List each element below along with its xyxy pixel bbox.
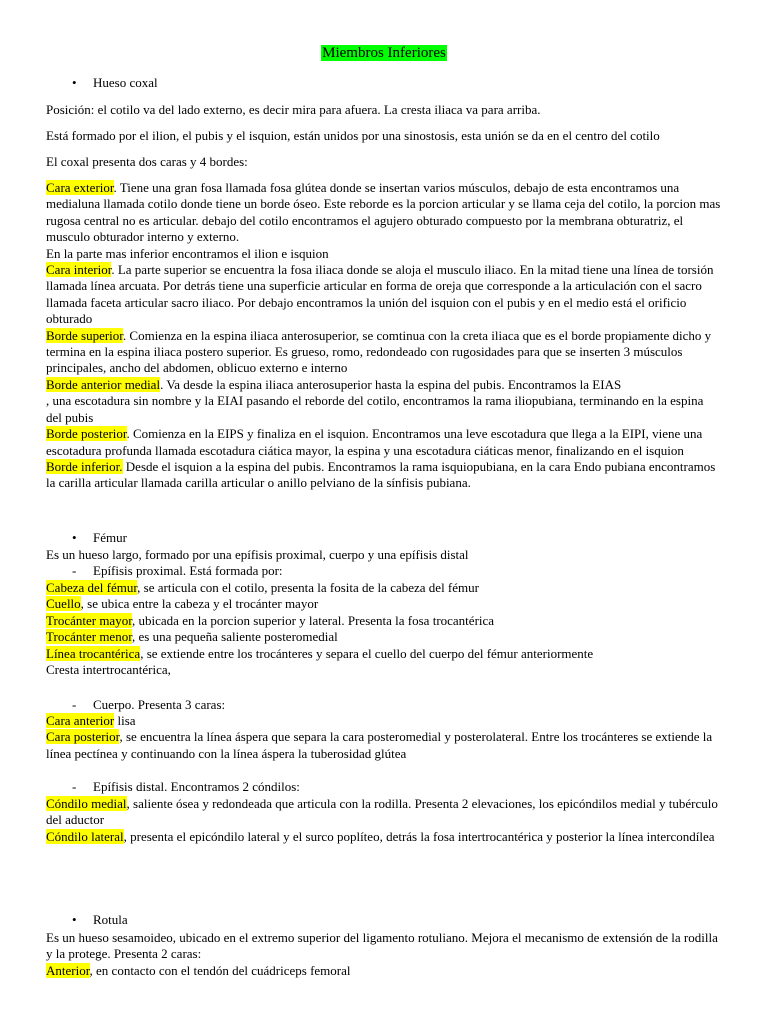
epifisis-proximal-list bbox=[46, 580, 722, 678]
rotula-content bbox=[46, 930, 722, 979]
term-cabeza-femur: Cabeza del fémur bbox=[46, 580, 138, 595]
borde-anterior-paragraph: Borde anterior medial. Va desde la espina iliaca anterosuperior hasta la espina del pubis. Encontramos la EIAS bbox=[46, 376, 622, 392]
term-condilo-medial: Cóndilo medial bbox=[46, 796, 127, 811]
condilo-medial-paragraph: Cóndilo medial, saliente ósea y redondeada que articula con la rodilla. Presenta 2 elevaciones, los epicóndilos medial y tubérculo del aductor bbox=[46, 796, 718, 828]
term-cuello: Cuello bbox=[46, 596, 81, 612]
dash-marker: - bbox=[72, 563, 77, 578]
linea-trocanterica-paragraph: Línea trocantérica, se extiende entre los trocánteres y separa el cuello del cuerpo del fémur anteriormente bbox=[46, 645, 594, 661]
paragraph-formado: Está formado por el ilion, el pubis y el isquion, están unidos por una sinostosis, esta unión se da en el centro del cotilo bbox=[46, 128, 660, 143]
rotula-intro: Es un hueso sesamoideo, ubicado en el extremo superior del ligamento rotuliano. Mejora el mecanismo de extensión de la rodilla y la protege. Presenta 2 caras: bbox=[46, 930, 718, 962]
anterior-paragraph: Anterior, en contacto con el tendón del cuádriceps femoral bbox=[46, 962, 351, 978]
femur-intro: Es un hueso largo, formado por una epífisis proximal, cuerpo y una epífisis distal bbox=[46, 547, 469, 562]
dash-marker: - bbox=[72, 779, 77, 794]
term-trocanter-menor: Trocánter menor bbox=[46, 629, 133, 645]
trocanter-mayor-paragraph: Trocánter mayor, ubicada en la porcion superior y lateral. Presenta la fosa trocantérica bbox=[46, 612, 495, 628]
cuello-paragraph: Cuello, se ubica entre la cabeza y el trocánter mayor bbox=[46, 596, 319, 612]
borde-superior-paragraph: Borde superior. Comienza en la espina iliaca anterosuperior, se comtinua con la creta iliaca que es el borde propiamente dicho y termina en la espina iliaca postero superior. Es grueso, romo, redondeado con rugosidades para que se inserten 3 músculos principales, ancho del abdomen, oblicuo externo e interno bbox=[46, 327, 712, 376]
term-anterior: Anterior bbox=[46, 962, 90, 978]
term-borde-inferior: Borde inferior. bbox=[46, 458, 123, 474]
bullet-icon: • bbox=[72, 75, 77, 90]
term-cara-anterior: Cara anterior bbox=[46, 713, 115, 728]
cabeza-paragraph: Cabeza del fémur, se articula con el cotilo, presenta la fosita de la cabeza del fémur bbox=[46, 580, 479, 595]
borde-inferior-paragraph: Borde inferior. Desde el isquion a la espina del pubis. Encontramos la rama isquiopubiana, en la cara Endo pubiana encontramos la carilla articular llamada carilla articular o anillo pelviano de la sínfisis pubiana. bbox=[46, 458, 716, 491]
term-linea-trocanterica: Línea trocantérica bbox=[46, 645, 141, 661]
term-borde-posterior: Borde posterior bbox=[46, 426, 127, 442]
cara-exterior-paragraph: Cara exterior. Tiene una gran fosa llamada fosa glútea donde se insertan varios músculos, debajo de esta encontramos una medialuna llamada cotilo donde tiene un borde óseo. Este reborde es la porcion articular y se llama ceja del cotilo, la porcion mas rugosa central no es articular. debajo del cotilo encontramos el agujero obturado compuesto por la membrana obturatriz, el musculo obturador interno y externo. bbox=[46, 180, 721, 245]
dash-marker: - bbox=[72, 697, 77, 712]
bullet-icon: • bbox=[72, 530, 77, 545]
term-borde-anterior-medial: Borde anterior medial bbox=[46, 376, 161, 392]
cara-exterior-line2: En la parte mas inferior encontramos el ilion e isquion bbox=[46, 245, 329, 261]
bullet-icon: • bbox=[72, 912, 77, 927]
epifisis-distal-heading: Epífisis distal. Encontramos 2 cóndilos: bbox=[93, 779, 300, 794]
epifisis-distal-list bbox=[46, 796, 722, 845]
epifisis-proximal-heading: Epífisis proximal. Está formada por: bbox=[93, 563, 283, 578]
borde-anterior-line2: , una escotadura sin nombre y la EIAI pasando el reborde del cotilo, encontramos la rama iliopubiana, terminando en la espina del pubis bbox=[46, 393, 704, 425]
term-cara-exterior: Cara exterior bbox=[46, 180, 114, 195]
condilo-lateral-paragraph: Cóndilo lateral, presenta el epicóndilo lateral y el surco poplíteo, detrás la fosa intertrocantérica y posterior la línea intercondílea bbox=[46, 828, 715, 844]
cara-posterior-paragraph: Cara posterior, se encuentra la línea áspera que separa la cara posteromedial y posterolateral. Entre los trocánteres se extiende la línea pectínea y continuando con la línea áspera la tuberosidad glútea bbox=[46, 729, 713, 761]
term-borde-superior: Borde superior bbox=[46, 327, 123, 343]
section-heading-rotula: Rotula bbox=[93, 912, 128, 927]
borde-posterior-paragraph: Borde posterior. Comienza en la EIPS y finaliza en el isquion. Encontramos una leve escotadura que llega a la EIPI, viene una escotadura profunda llamada escotadura ciática mayor, la espina y una escotadura ciáticas menor, finalizando en el isquion bbox=[46, 426, 703, 458]
coxal-details bbox=[46, 180, 722, 492]
page-title: Miembros Inferiores bbox=[322, 45, 446, 61]
term-condilo-lateral: Cóndilo lateral bbox=[46, 828, 124, 844]
cresta-paragraph: Cresta intertrocantérica, bbox=[46, 662, 171, 678]
cuerpo-list bbox=[46, 713, 722, 762]
section-heading-coxal: Hueso coxal bbox=[93, 75, 158, 90]
cara-anterior-paragraph: Cara anterior lisa bbox=[46, 713, 136, 728]
section-heading-femur: Fémur bbox=[93, 530, 127, 545]
cuerpo-heading: Cuerpo. Presenta 3 caras: bbox=[93, 697, 226, 712]
term-cara-posterior: Cara posterior bbox=[46, 729, 120, 745]
term-trocanter-mayor: Trocánter mayor bbox=[46, 612, 133, 628]
paragraph-posicion: Posición: el cotilo va del lado externo, es decir mira para afuera. La cresta iliaca va para arriba. bbox=[46, 102, 541, 117]
term-cara-interior: Cara interior bbox=[46, 262, 112, 278]
trocanter-menor-paragraph: Trocánter menor, es una pequeña saliente posteromedial bbox=[46, 629, 338, 645]
cara-interior-paragraph: Cara interior. La parte superior se encuentra la fosa iliaca donde se aloja el musculo iliaco. En la mitad tiene una línea de torsión llamada línea arcuata. Por detrás tiene una superficie articular en forma de oreja que corresponde a la articulación con el sacro llamada faceta articular sacro iliaco. Por debajo encontramos la unión del isquion con el pubis y en el medio está el orificio obturado bbox=[46, 262, 714, 327]
paragraph-caras-bordes: El coxal presenta dos caras y 4 bordes: bbox=[46, 154, 248, 169]
